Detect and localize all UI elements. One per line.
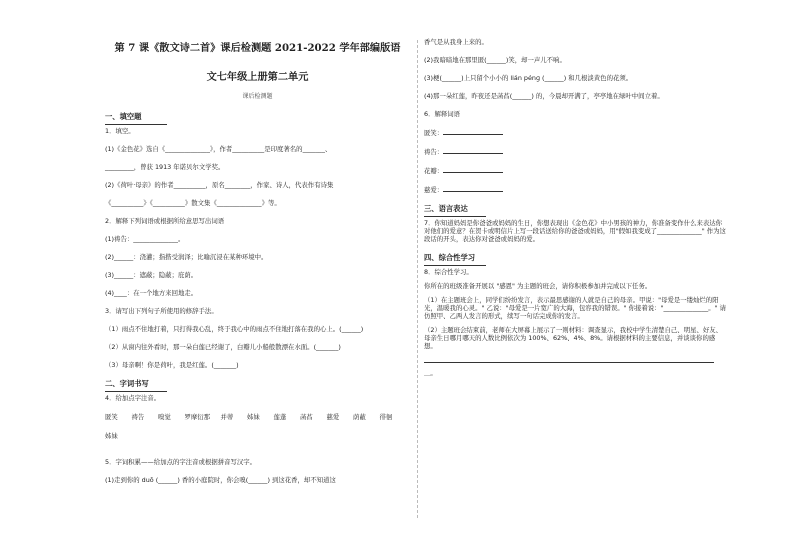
section-rule [105,391,167,392]
left-column [105,38,410,494]
term-item: 祷告： [424,147,726,156]
q1-2a: (2)《荷叶·母亲》的作者__________，原名________，作家、诗人，代表作有诗集 [105,181,334,189]
word-item: 匿笑 [105,413,118,421]
term-item: 慈爱： [424,185,726,194]
word-item: 慈爱 [326,413,340,421]
answer-line [424,356,714,363]
page-title-line2: 文七年级上册第二单元 [206,71,309,83]
q5-1: (1)走到你的 duō (______) 香的小庭院时，你会嗅(______) 到这花香，却不知道这 [105,476,336,484]
q5-4: (4)那一朵红莲，昨夜还是菡萏(______) 的，今晨却开满了，亭亭地在绿叶中间立着。 [424,92,664,100]
q3-2: （2）从窗内往外看时，那一朵白莲已经谢了，白瓣儿小船般散漂在水面。(_______) [105,343,341,351]
q1-1b: _________，曾获 1913 年诺贝尔文学奖。 [105,163,225,171]
q8-heading: 8．综合性学习。 [424,268,473,276]
q3-heading: 3．请写出下列句子所使用的修辞手法。 [105,307,218,315]
right-column [424,38,726,387]
q1-1a: (1)《金色花》选自《______________》，作者__________是印度著名的_______、 [105,145,332,153]
q1-2b: 《__________》《__________》散文集《______________》等。 [105,199,281,207]
word-item: 荫蔽 [353,413,366,421]
section-3-heading: 三、语言表达 [424,204,468,213]
q5-1-cont: 香气是从我身上来的。 [424,38,488,46]
q3-3: （3）母亲啊！你是荷叶，我是红莲。(_______) [105,361,239,369]
q2-1: (1)祷告：______________。 [105,235,185,243]
word-list [105,412,410,450]
q8-2: （2）主题班会结束前，老师在大屏幕上展示了一则材料：调查显示，我校中学生清楚自己、明星、好友、母亲生日哪月哪天的人数比例依次为 100%、62%、4%、8%。请根据材料的主要信息，并谈谈你的感想。 [424,326,723,350]
q8-intro: 你所在的班级准备开展以 "感恩" 为主题的班会，请你积极参加并完成以下任务。 [424,282,652,290]
q6-heading: 6．解释词语 [424,110,461,118]
word-item: 嗅觉 [158,413,171,421]
term-item: 花瓣： [424,166,726,175]
section-rule [424,216,486,217]
section-4-heading: 四、综合性学习 [424,253,476,262]
q7-text: 7．你知道妈妈是你爸爸或妈妈的生日，你想表现出《金色花》中小男孩的神力，你准备变作什么来表达你对他们的爱意？在贺卡或明信片上写一段话送给你的爸爸或妈妈，用"假如我变成了______________" 作为这段话的开头，表达你对爸爸或妈妈的爱。 [424,219,726,243]
q3-1: （1）雨点不住地打着，只打得我心乱，终于我心中的雨点不住地打落在我的心上。(______) [105,325,364,333]
q8-1: （1）在主题班会上，同学们纷纷发言，表示最思感谢的人就是自己的母亲。甲说："母爱是一缕灿烂的阳光，温暖我的心灵。" 乙说："母爱是一片宽广的大海，包容我的错误。" 你接着说："______________。" 请仿照甲、乙两人发言的形式，续写一句话完成你的发言。 [424,296,726,320]
word-item: 并蒂 [220,413,234,421]
q1-heading: 1．填空。 [105,127,135,135]
page-subtitle: 课后检测题 [242,93,273,100]
term-item: 匿笑： [424,128,726,137]
word-item: 徘徊 [379,413,393,421]
q2-heading: 2．解释下列词语或根据所给意思写出词语 [105,217,225,225]
word-item: 莲蓬 [273,413,287,421]
word-item: 菡萏 [300,413,313,421]
section-2-heading: 二、字词书写 [105,379,149,388]
section-1-heading: 一、填空题 [105,112,142,121]
page-title-line1: 第 7 课《散文诗二首》课后检测题 2021-2022 学年部编版语 [114,42,401,54]
q2-4: (4)____：在一个地方来回地走。 [105,289,198,297]
q2-3: (3)______：遮蔽；隐蔽；庇荫。 [105,271,198,279]
word-item: 姊妹 [247,413,260,421]
word-item: 姊妹 [105,432,118,440]
word-item: 罗摩衍那 [184,413,211,421]
q5-2: (2)我暗暗地在那里匿(______)笑，却一声儿不响。 [424,56,566,64]
section-rule [105,124,167,125]
section-rule [424,265,486,266]
q4-heading: 4．给加点字注音。 [105,394,161,402]
column-divider [417,40,419,518]
q5-3: (3)梗(______)上只留个小小的 lián pénɡ (______) 和几根淡黄色的花须。 [424,74,633,82]
word-item: 祷告 [131,413,145,421]
q5-heading: 5．字词积累——给加点的字注音或根据拼音写汉字。 [105,458,257,466]
q2-2: (2)______：浇灌；指揩受润泽；比喻沉浸在某种环境中。 [105,253,268,261]
answer-end: ＿。 [424,369,437,377]
